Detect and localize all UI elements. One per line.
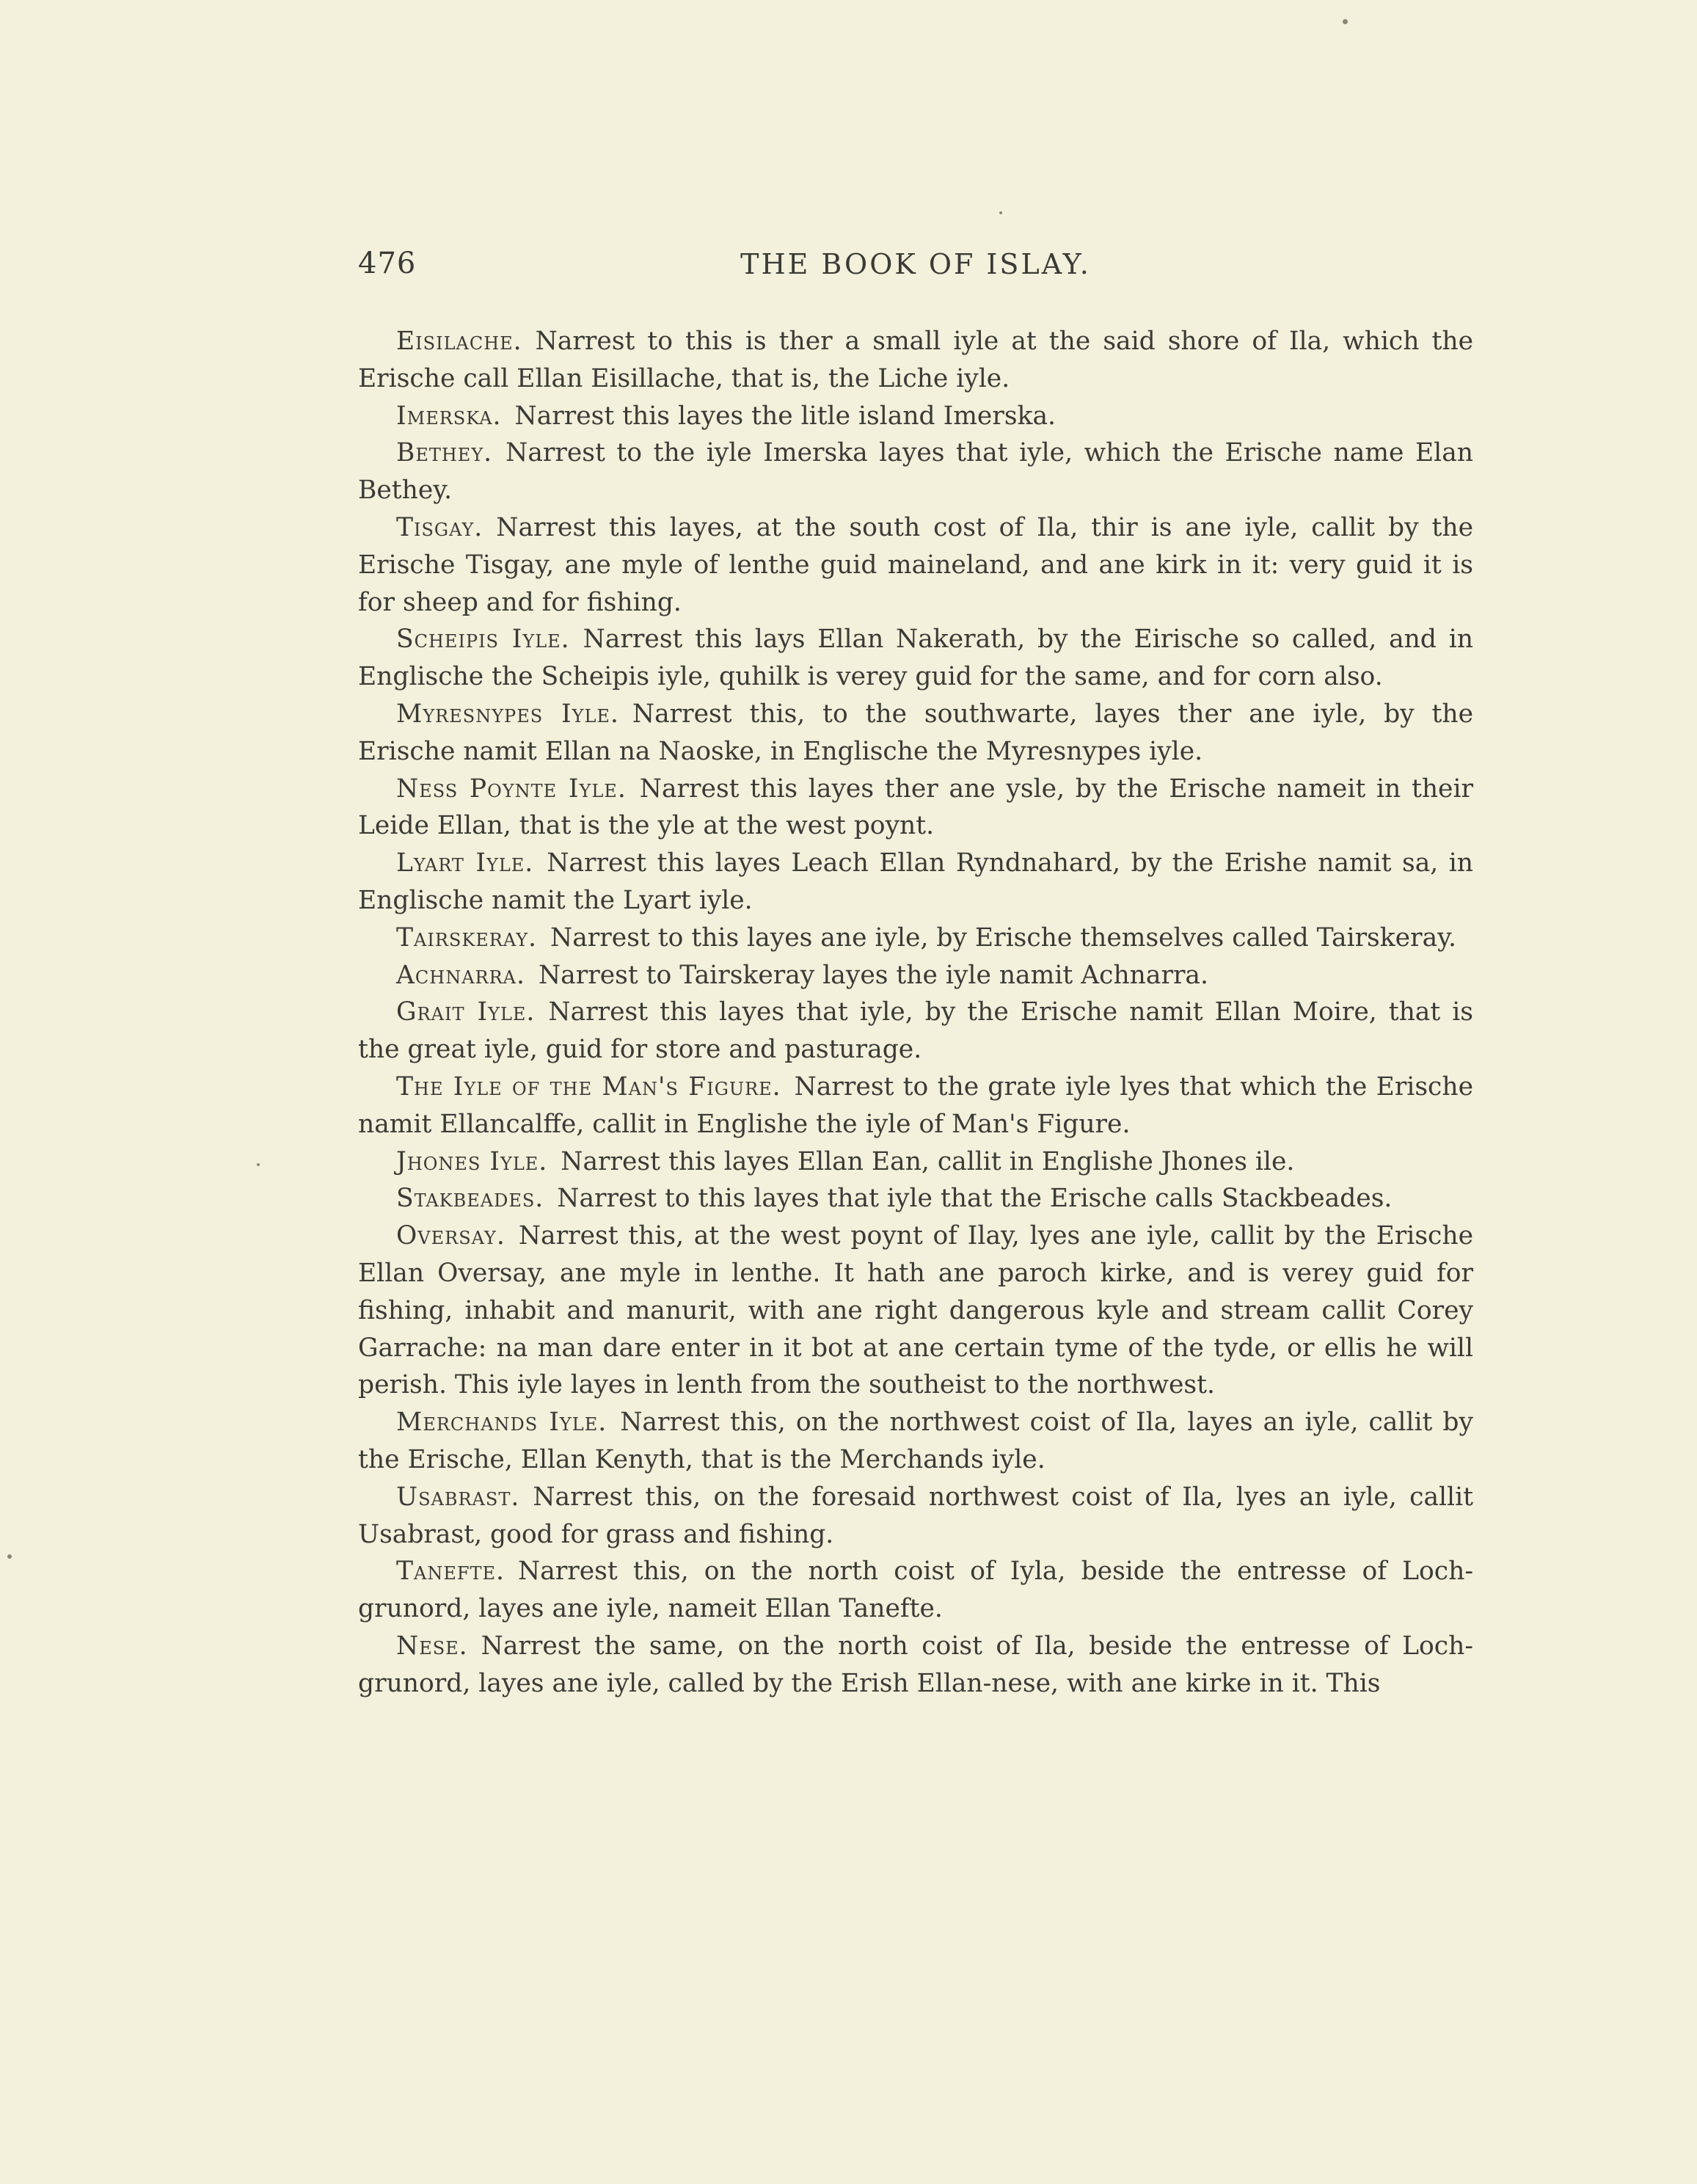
entry-eisilache	[358, 323, 1473, 398]
entry-heading: Ness Poynte Iyle.	[396, 774, 627, 804]
entry-achnarra	[358, 957, 1473, 994]
entry-heading: Achnarra.	[396, 960, 525, 990]
entry-text: Narrest this, to the southwarte, layes ther ane iyle, by the Erische namit Ellan na Naoske, in Englische the Myresnypes iyle.	[358, 699, 1473, 766]
entry-oversay	[358, 1217, 1473, 1404]
entry-heading: Bethey.	[396, 438, 493, 468]
paper-speck	[7, 1554, 12, 1559]
entry-text: Narrest this, on the northwest coist of Ila, layes an iyle, callit by the Erische, Ellan Kenyth, that is the Merchands iyle.	[358, 1408, 1473, 1474]
entry-myresnypes-iyle	[358, 696, 1473, 771]
entry-text: Narrest this, on the foresaid northwest coist of Ila, lyes an iyle, callit Usabrast, good for grass and fishing.	[358, 1482, 1473, 1549]
entry-text: Narrest this layes Ellan Ean, callit in Englishe Jhones ile.	[561, 1146, 1295, 1176]
entry-nese	[358, 1628, 1473, 1703]
entry-tanefte	[358, 1553, 1473, 1628]
entry-text: Narrest this layes that iyle, by the Erische namit Ellan Moire, that is the great iyle, guid for store and pasturage.	[358, 997, 1473, 1065]
entry-iyle-of-mans-figure	[358, 1069, 1473, 1143]
entry-tisgay	[358, 509, 1473, 621]
entry-heading: Merchands Iyle.	[396, 1408, 607, 1438]
entry-heading: Tanefte.	[396, 1557, 506, 1587]
entry-text: Narrest the same, on the north coist of Ila, beside the entresse of Loch-grunord, layes ane iyle, called by the Erish Ellan-nese, with ane kirke in it. This	[358, 1631, 1473, 1698]
page-header	[358, 247, 1473, 291]
entry-usabrast	[358, 1479, 1473, 1554]
entry-text: Narrest to this layes ane iyle, by Erische themselves called Tairskeray.	[550, 922, 1457, 953]
entry-heading: Jhones Iyle.	[396, 1146, 548, 1176]
entry-heading: Tisgay.	[396, 512, 483, 542]
entry-heading: The Iyle of the Man's Figure.	[396, 1071, 781, 1102]
entry-lyart-iyle	[358, 845, 1473, 920]
entry-text: Narrest this layes ther ane ysle, by the Erische nameit in their Leide Ellan, that is the yle at the west poynt.	[358, 774, 1473, 841]
entry-heading: Stakbeades.	[396, 1184, 544, 1214]
entry-text: Narrest to the grate iyle lyes that which the Erische namit Ellancalffe, callit in Englishe the iyle of Man's Figure.	[358, 1071, 1474, 1139]
entry-tairskeray	[358, 920, 1473, 957]
paper-speck	[1343, 19, 1348, 24]
entry-text: Narrest this layes, at the south cost of Ila, thir is ane iyle, callit by the Erische Tisgay, ane myle of lenthe guid maineland, and ane kirk in it: very guid it is for sheep and for fishing.	[358, 512, 1473, 617]
entry-heading: Scheipis Iyle.	[396, 625, 570, 655]
entry-grait-iyle	[358, 994, 1473, 1069]
entry-heading: Usabrast.	[396, 1482, 520, 1512]
entry-text: Narrest this layes Leach Ellan Ryndnahard, by the Erishe namit sa, in Englische namit the Lyart iyle.	[358, 848, 1473, 915]
entry-imerska	[358, 398, 1473, 435]
body-text	[358, 323, 1473, 1702]
entry-heading: Imerska.	[396, 401, 502, 431]
entry-heading: Myresnypes Iyle.	[396, 699, 619, 729]
entry-scheipis-iyle	[358, 621, 1473, 696]
entry-text: Narrest this, on the north coist of Iyla, beside the entresse of Loch-grunord, layes ane iyle, nameit Ellan Tanefte.	[358, 1557, 1473, 1624]
entry-text: Narrest to Tairskeray layes the iyle namit Achnarra.	[538, 960, 1208, 990]
entry-text: Narrest to this is ther a small iyle at the said shore of Ila, which the Erische call Ellan Eisillache, that is, the Liche iyle.	[358, 327, 1473, 393]
entry-text: Narrest this layes the litle island Imerska.	[514, 401, 1056, 431]
entry-text: Narrest to this layes that iyle that the Erische calls Stackbeades.	[557, 1184, 1393, 1214]
page-number: 476	[358, 247, 417, 280]
entry-text: Narrest this lays Ellan Nakerath, by the Eirische so called, and in Englische the Scheipis iyle, quhilk is verey guid for the same, and for corn also.	[358, 625, 1473, 692]
paper-speck	[257, 1163, 260, 1166]
entry-text: Narrest to the iyle Imerska layes that iyle, which the Erische name Elan Bethey.	[358, 438, 1473, 506]
entry-merchands-iyle	[358, 1404, 1473, 1479]
entry-ness-poynte-iyle	[358, 771, 1473, 845]
entry-heading: Eisilache.	[396, 327, 522, 356]
entry-text: Narrest this, at the west poynt of Ilay, lyes ane iyle, callit by the Erische Ellan Oversay, ane myle in lenthe. It hath ane paroch kirke, and is verey guid for fishing, inhabit and manurit, with ane right dangerous kyle and stream callit Corey Garrache: na man dare enter in it bot at ane certain tyme of the tyde, or ellis he will perish. This iyle layes in lenth from the southeist to the northwest.	[358, 1221, 1473, 1400]
entry-heading: Lyart Iyle.	[396, 848, 534, 878]
entry-stakbeades	[358, 1180, 1473, 1217]
entry-bethey	[358, 434, 1473, 509]
entry-jhones-iyle	[358, 1143, 1473, 1181]
entry-heading: Grait Iyle.	[396, 997, 536, 1027]
entry-heading: Oversay.	[396, 1221, 506, 1251]
entry-heading: Tairskeray.	[396, 922, 538, 953]
entry-heading: Nese.	[396, 1631, 468, 1661]
running-title: THE BOOK OF ISLAY.	[740, 248, 1091, 280]
paper-speck	[999, 211, 1002, 214]
